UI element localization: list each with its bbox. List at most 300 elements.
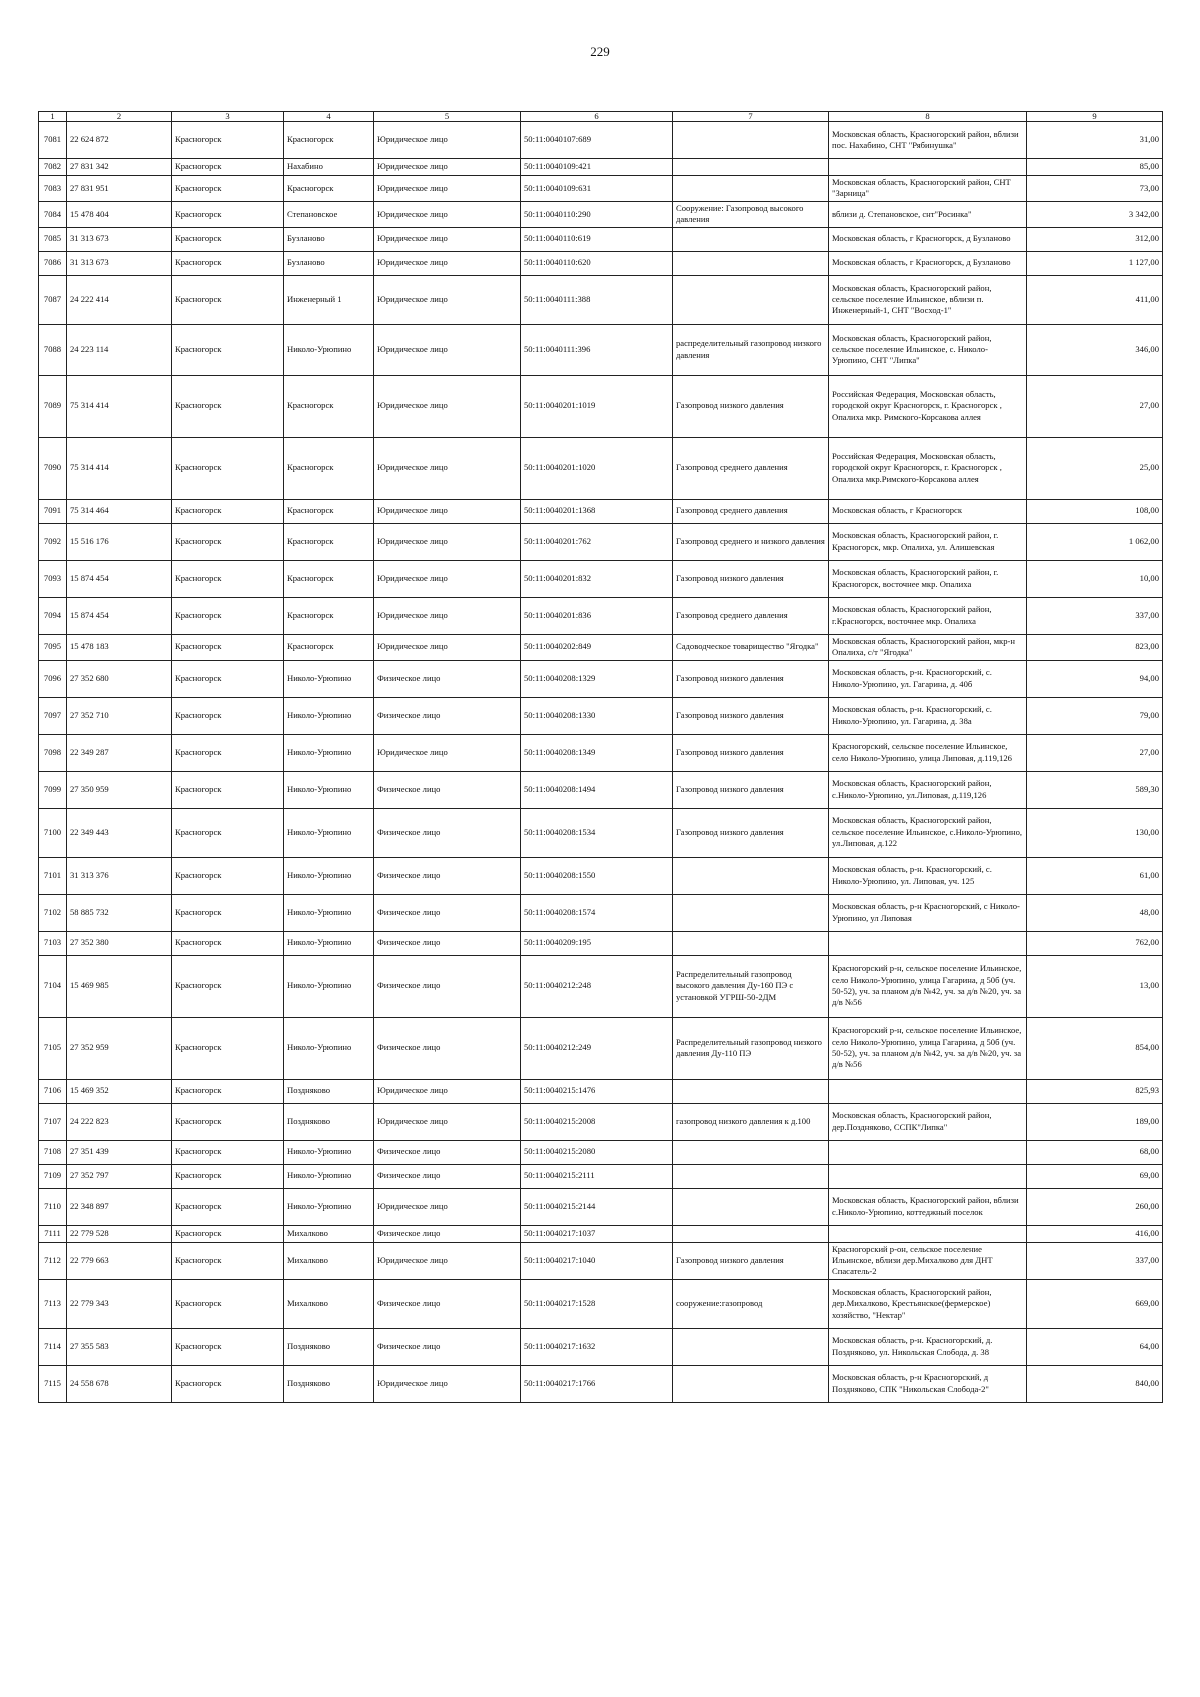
- cell-row-number: 7103: [39, 931, 67, 955]
- cell-code: 22 349 287: [67, 734, 172, 771]
- table-row: [39, 324, 1163, 375]
- table-row: [39, 122, 1163, 159]
- cell-row-number: 7101: [39, 857, 67, 894]
- cell-object-description: Газопровод низкого давления: [673, 808, 829, 857]
- cell-municipality: Красногорск: [172, 437, 284, 499]
- cell-settlement: Поздняково: [284, 1365, 374, 1402]
- cell-code: 24 222 823: [67, 1103, 172, 1140]
- cell-object-description: Газопровод низкого давления: [673, 560, 829, 597]
- cell-cadastral-number: 50:11:0040208:1550: [521, 857, 673, 894]
- cell-municipality: Красногорск: [172, 560, 284, 597]
- table-row: [39, 375, 1163, 437]
- cell-cadastral-number: 50:11:0040217:1040: [521, 1242, 673, 1279]
- cell-address: Московская область, р-н. Красногорский, д. Поздняково, ул. Никольская Слобода, д. 38: [829, 1328, 1027, 1365]
- cell-address: Московская область, Красногорский район, с.Николо-Урюпино, ул.Липовая, д.119,126: [829, 771, 1027, 808]
- cell-municipality: Красногорск: [172, 1242, 284, 1279]
- table-row: [39, 499, 1163, 523]
- cell-object-description: [673, 122, 829, 159]
- cell-code: 27 352 797: [67, 1164, 172, 1188]
- cell-value: 3 342,00: [1027, 201, 1163, 227]
- cell-code: 24 222 414: [67, 275, 172, 324]
- cell-owner-type: Физическое лицо: [374, 1140, 521, 1164]
- cell-cadastral-number: 50:11:0040208:1494: [521, 771, 673, 808]
- cell-settlement: Поздняково: [284, 1079, 374, 1103]
- cell-municipality: Красногорск: [172, 375, 284, 437]
- cell-settlement: Николо-Урюпино: [284, 931, 374, 955]
- cell-object-description: Газопровод низкого давления: [673, 375, 829, 437]
- cell-value: 27,00: [1027, 734, 1163, 771]
- cell-settlement: Бузланово: [284, 251, 374, 275]
- cell-settlement: Николо-Урюпино: [284, 894, 374, 931]
- cell-owner-type: Юридическое лицо: [374, 122, 521, 159]
- cell-address: Московская область, Красногорский район, дер.Михалково, Крестьянское(фермерское) хозяйство, "Нектар": [829, 1279, 1027, 1328]
- cell-row-number: 7092: [39, 523, 67, 560]
- cell-settlement: Николо-Урюпино: [284, 771, 374, 808]
- cell-municipality: Красногорск: [172, 159, 284, 176]
- cell-code: 15 516 176: [67, 523, 172, 560]
- cell-municipality: Красногорск: [172, 697, 284, 734]
- table-row: [39, 660, 1163, 697]
- cell-row-number: 7094: [39, 597, 67, 634]
- column-header: 3: [172, 112, 284, 122]
- cell-municipality: Красногорск: [172, 1140, 284, 1164]
- cell-row-number: 7104: [39, 955, 67, 1017]
- cell-municipality: Красногорск: [172, 597, 284, 634]
- cell-owner-type: Юридическое лицо: [374, 634, 521, 660]
- cell-settlement: Красногорск: [284, 634, 374, 660]
- cell-object-description: [673, 1164, 829, 1188]
- cell-cadastral-number: 50:11:0040110:290: [521, 201, 673, 227]
- cell-row-number: 7115: [39, 1365, 67, 1402]
- cell-owner-type: Юридическое лицо: [374, 1103, 521, 1140]
- table-row: [39, 275, 1163, 324]
- cell-code: 27 831 342: [67, 159, 172, 176]
- table-row: [39, 1079, 1163, 1103]
- cell-code: 27 352 710: [67, 697, 172, 734]
- column-header: 9: [1027, 112, 1163, 122]
- cell-settlement: Красногорск: [284, 499, 374, 523]
- cell-address: Российская Федерация, Московская область, городской округ Красногорск, г. Красногорск , Опалиха мкр.Римского-Корсакова аллея: [829, 437, 1027, 499]
- cell-municipality: Красногорск: [172, 808, 284, 857]
- cell-object-description: [673, 275, 829, 324]
- cell-value: 69,00: [1027, 1164, 1163, 1188]
- cell-code: 22 779 343: [67, 1279, 172, 1328]
- cell-settlement: Николо-Урюпино: [284, 1017, 374, 1079]
- cell-address: Московская область, г Красногорск, д Бузланово: [829, 251, 1027, 275]
- table-row: [39, 1365, 1163, 1402]
- cell-owner-type: Физическое лицо: [374, 894, 521, 931]
- cell-code: 22 624 872: [67, 122, 172, 159]
- cell-row-number: 7095: [39, 634, 67, 660]
- table-row: [39, 437, 1163, 499]
- cell-address: Красногорский р-н, сельское поселение Ильинское, село Николо-Урюпино, улица Гагарина, д 50б (уч. 50-52), уч. за планом д/в №42, уч. за д/в №20, уч. за д/в №56: [829, 1017, 1027, 1079]
- cell-cadastral-number: 50:11:0040217:1632: [521, 1328, 673, 1365]
- cell-owner-type: Физическое лицо: [374, 697, 521, 734]
- cell-address: Московская область, Красногорский район, сельское поселение Ильинское, с. Николо-Урюпино, СНТ "Липка": [829, 324, 1027, 375]
- cell-owner-type: Физическое лицо: [374, 931, 521, 955]
- cell-settlement: Нахабино: [284, 159, 374, 176]
- table-row: [39, 1328, 1163, 1365]
- cell-municipality: Красногорск: [172, 122, 284, 159]
- cell-owner-type: Юридическое лицо: [374, 375, 521, 437]
- cell-municipality: Красногорск: [172, 955, 284, 1017]
- cell-settlement: Бузланово: [284, 227, 374, 251]
- cell-settlement: Красногорск: [284, 597, 374, 634]
- cell-owner-type: Физическое лицо: [374, 1328, 521, 1365]
- cell-cadastral-number: 50:11:0040202:849: [521, 634, 673, 660]
- cell-value: 108,00: [1027, 499, 1163, 523]
- cell-row-number: 7106: [39, 1079, 67, 1103]
- cell-address: [829, 1225, 1027, 1242]
- cell-municipality: Красногорск: [172, 1188, 284, 1225]
- cell-value: 73,00: [1027, 176, 1163, 202]
- cell-settlement: Красногорск: [284, 437, 374, 499]
- cell-value: 854,00: [1027, 1017, 1163, 1079]
- cell-address: Московская область, Красногорский район, сельское поселение Ильинское, с.Николо-Урюпино, ул.Липовая, д.122: [829, 808, 1027, 857]
- cell-cadastral-number: 50:11:0040111:388: [521, 275, 673, 324]
- table-row: [39, 523, 1163, 560]
- cell-object-description: газопровод низкого давления к д.100: [673, 1103, 829, 1140]
- table-row: [39, 176, 1163, 202]
- table-row: [39, 808, 1163, 857]
- cell-value: 10,00: [1027, 560, 1163, 597]
- cell-municipality: Красногорск: [172, 857, 284, 894]
- cell-row-number: 7105: [39, 1017, 67, 1079]
- cell-code: 31 313 673: [67, 251, 172, 275]
- column-header: 2: [67, 112, 172, 122]
- cell-code: 31 313 376: [67, 857, 172, 894]
- cell-municipality: Красногорск: [172, 523, 284, 560]
- cell-value: 589,30: [1027, 771, 1163, 808]
- cell-address: [829, 1140, 1027, 1164]
- table-row: [39, 1188, 1163, 1225]
- cell-code: 75 314 414: [67, 437, 172, 499]
- cell-settlement: Степановское: [284, 201, 374, 227]
- cell-object-description: [673, 931, 829, 955]
- cell-value: 79,00: [1027, 697, 1163, 734]
- cell-cadastral-number: 50:11:0040107:689: [521, 122, 673, 159]
- cell-value: 416,00: [1027, 1225, 1163, 1242]
- cell-settlement: Николо-Урюпино: [284, 1188, 374, 1225]
- column-header: 6: [521, 112, 673, 122]
- cell-address: Красногорский р-он, сельское поселение Ильинское, вблизи дер.Михалково для ДНТ Спасатель-2: [829, 1242, 1027, 1279]
- table-row: [39, 1279, 1163, 1328]
- cell-cadastral-number: 50:11:0040215:2080: [521, 1140, 673, 1164]
- cell-cadastral-number: 50:11:0040217:1037: [521, 1225, 673, 1242]
- cell-address: Московская область, Красногорский район, сельское поселение Ильинское, вблизи п. Инженерный-1, СНТ "Восход-1": [829, 275, 1027, 324]
- cell-object-description: Газопровод среднего и низкого давления: [673, 523, 829, 560]
- cell-cadastral-number: 50:11:0040109:421: [521, 159, 673, 176]
- cell-code: 27 351 439: [67, 1140, 172, 1164]
- cell-code: 15 478 183: [67, 634, 172, 660]
- column-header: 4: [284, 112, 374, 122]
- cell-cadastral-number: 50:11:0040208:1329: [521, 660, 673, 697]
- column-header: 1: [39, 112, 67, 122]
- cell-address: вблизи д. Степановское, снт"Росинка": [829, 201, 1027, 227]
- cell-object-description: Газопровод низкого давления: [673, 660, 829, 697]
- cell-cadastral-number: 50:11:0040215:2008: [521, 1103, 673, 1140]
- table-row: [39, 955, 1163, 1017]
- cell-object-description: Распределительный газопровод низкого давления Ду-110 ПЭ: [673, 1017, 829, 1079]
- cell-row-number: 7100: [39, 808, 67, 857]
- cell-row-number: 7093: [39, 560, 67, 597]
- cell-object-description: Газопровод низкого давления: [673, 734, 829, 771]
- cell-value: 13,00: [1027, 955, 1163, 1017]
- cell-value: 260,00: [1027, 1188, 1163, 1225]
- cell-cadastral-number: 50:11:0040111:396: [521, 324, 673, 375]
- cell-cadastral-number: 50:11:0040201:762: [521, 523, 673, 560]
- cell-value: 85,00: [1027, 159, 1163, 176]
- cell-row-number: 7110: [39, 1188, 67, 1225]
- cell-value: 337,00: [1027, 597, 1163, 634]
- cell-row-number: 7111: [39, 1225, 67, 1242]
- cell-value: 68,00: [1027, 1140, 1163, 1164]
- cell-settlement: Инженерный 1: [284, 275, 374, 324]
- cell-row-number: 7112: [39, 1242, 67, 1279]
- cell-address: Московская область, Красногорский район, г. Красногорск, восточнее мкр. Опалиха: [829, 560, 1027, 597]
- cell-cadastral-number: 50:11:0040201:1368: [521, 499, 673, 523]
- cell-cadastral-number: 50:11:0040201:1020: [521, 437, 673, 499]
- table-row: [39, 1164, 1163, 1188]
- cell-municipality: Красногорск: [172, 1103, 284, 1140]
- cell-object-description: [673, 894, 829, 931]
- cell-code: 27 352 680: [67, 660, 172, 697]
- cell-owner-type: Физическое лицо: [374, 1017, 521, 1079]
- cell-cadastral-number: 50:11:0040215:2144: [521, 1188, 673, 1225]
- cell-settlement: Николо-Урюпино: [284, 1164, 374, 1188]
- cell-settlement: Михалково: [284, 1279, 374, 1328]
- cell-address: Московская область, Красногорский район, вблизи с.Николо-Урюпино, коттеджный поселок: [829, 1188, 1027, 1225]
- cell-cadastral-number: 50:11:0040110:619: [521, 227, 673, 251]
- cell-municipality: Красногорск: [172, 176, 284, 202]
- cell-municipality: Красногорск: [172, 1328, 284, 1365]
- table-row: [39, 597, 1163, 634]
- cell-code: 15 874 454: [67, 597, 172, 634]
- table-row: [39, 634, 1163, 660]
- cell-code: 27 352 380: [67, 931, 172, 955]
- cell-object-description: сооружение:газопровод: [673, 1279, 829, 1328]
- cell-municipality: Красногорск: [172, 1164, 284, 1188]
- cell-row-number: 7089: [39, 375, 67, 437]
- cell-municipality: Красногорск: [172, 251, 284, 275]
- cell-owner-type: Физическое лицо: [374, 771, 521, 808]
- cell-owner-type: Физическое лицо: [374, 808, 521, 857]
- cell-row-number: 7083: [39, 176, 67, 202]
- cell-owner-type: Юридическое лицо: [374, 159, 521, 176]
- cell-value: 31,00: [1027, 122, 1163, 159]
- cell-settlement: Красногорск: [284, 560, 374, 597]
- cell-value: 1 062,00: [1027, 523, 1163, 560]
- cell-owner-type: Юридическое лицо: [374, 499, 521, 523]
- cell-cadastral-number: 50:11:0040215:1476: [521, 1079, 673, 1103]
- cell-settlement: Николо-Урюпино: [284, 734, 374, 771]
- cell-municipality: Красногорск: [172, 1079, 284, 1103]
- cell-value: 94,00: [1027, 660, 1163, 697]
- cell-municipality: Красногорск: [172, 931, 284, 955]
- table-row: [39, 1017, 1163, 1079]
- cell-value: 411,00: [1027, 275, 1163, 324]
- table-row: [39, 560, 1163, 597]
- cell-owner-type: Юридическое лицо: [374, 1365, 521, 1402]
- cell-object-description: Садоводческое товарищество "Ягодка": [673, 634, 829, 660]
- cell-owner-type: Юридическое лицо: [374, 1242, 521, 1279]
- cell-value: 346,00: [1027, 324, 1163, 375]
- cell-row-number: 7084: [39, 201, 67, 227]
- cell-owner-type: Юридическое лицо: [374, 275, 521, 324]
- cell-code: 22 779 663: [67, 1242, 172, 1279]
- table-row: [39, 251, 1163, 275]
- table-row: [39, 1242, 1163, 1279]
- cell-cadastral-number: 50:11:0040201:832: [521, 560, 673, 597]
- cell-value: 823,00: [1027, 634, 1163, 660]
- table-row: [39, 697, 1163, 734]
- cell-cadastral-number: 50:11:0040217:1766: [521, 1365, 673, 1402]
- cell-address: [829, 1164, 1027, 1188]
- cell-owner-type: Физическое лицо: [374, 1225, 521, 1242]
- cell-object-description: [673, 1225, 829, 1242]
- cell-address: Московская область, Красногорский район, мкр-н Опалиха, с/т "Ягодка": [829, 634, 1027, 660]
- cell-owner-type: Юридическое лицо: [374, 251, 521, 275]
- cell-code: 15 478 404: [67, 201, 172, 227]
- cell-municipality: Красногорск: [172, 227, 284, 251]
- cell-row-number: 7107: [39, 1103, 67, 1140]
- table-row: [39, 201, 1163, 227]
- cell-row-number: 7102: [39, 894, 67, 931]
- cell-cadastral-number: 50:11:0040208:1574: [521, 894, 673, 931]
- table-row: [39, 857, 1163, 894]
- cell-owner-type: Юридическое лицо: [374, 324, 521, 375]
- cell-settlement: Николо-Урюпино: [284, 697, 374, 734]
- cell-municipality: Красногорск: [172, 1017, 284, 1079]
- cell-municipality: Красногорск: [172, 1279, 284, 1328]
- cell-code: 22 349 443: [67, 808, 172, 857]
- cell-municipality: Красногорск: [172, 275, 284, 324]
- cell-value: 25,00: [1027, 437, 1163, 499]
- cell-address: Московская область, р-н. Красногорский, с. Николо-Урюпино, ул. Гагарина, д. 40б: [829, 660, 1027, 697]
- table-row: [39, 159, 1163, 176]
- cell-municipality: Красногорск: [172, 1365, 284, 1402]
- cell-settlement: Красногорск: [284, 523, 374, 560]
- cell-value: 27,00: [1027, 375, 1163, 437]
- cell-object-description: Газопровод среднего давления: [673, 597, 829, 634]
- cell-row-number: 7087: [39, 275, 67, 324]
- cell-code: 15 469 985: [67, 955, 172, 1017]
- cell-settlement: Михалково: [284, 1242, 374, 1279]
- cell-row-number: 7090: [39, 437, 67, 499]
- cell-address: [829, 159, 1027, 176]
- cell-address: Российская Федерация, Московская область, городской округ Красногорск, г. Красногорск , Опалиха мкр. Римского-Корсакова аллея: [829, 375, 1027, 437]
- cell-object-description: Сооружение: Газопровод высокого давления: [673, 201, 829, 227]
- cell-owner-type: Физическое лицо: [374, 955, 521, 1017]
- cell-address: Московская область, г Красногорск, д Бузланово: [829, 227, 1027, 251]
- cell-code: 75 314 414: [67, 375, 172, 437]
- cell-settlement: Красногорск: [284, 375, 374, 437]
- cell-code: 31 313 673: [67, 227, 172, 251]
- cell-address: Московская область, Красногорский район, вблизи пос. Нахабино, СНТ "Рябинушка": [829, 122, 1027, 159]
- cell-settlement: Николо-Урюпино: [284, 955, 374, 1017]
- cell-address: [829, 931, 1027, 955]
- cell-owner-type: Юридическое лицо: [374, 523, 521, 560]
- cell-row-number: 7097: [39, 697, 67, 734]
- cell-owner-type: Юридическое лицо: [374, 201, 521, 227]
- cell-row-number: 7114: [39, 1328, 67, 1365]
- cell-code: 15 469 352: [67, 1079, 172, 1103]
- cell-owner-type: Физическое лицо: [374, 857, 521, 894]
- cell-object-description: Газопровод низкого давления: [673, 1242, 829, 1279]
- column-header: 7: [673, 112, 829, 122]
- cell-value: 840,00: [1027, 1365, 1163, 1402]
- cell-settlement: Поздняково: [284, 1103, 374, 1140]
- cell-settlement: Николо-Урюпино: [284, 857, 374, 894]
- cell-address: Московская область, р-н. Красногорский, с. Николо-Урюпино, ул. Гагарина, д. 38а: [829, 697, 1027, 734]
- cell-settlement: Николо-Урюпино: [284, 660, 374, 697]
- cell-cadastral-number: 50:11:0040201:836: [521, 597, 673, 634]
- cell-value: 1 127,00: [1027, 251, 1163, 275]
- cell-address: Московская область, Красногорский район, г. Красногорск, мкр. Опалиха, ул. Алишевская: [829, 523, 1027, 560]
- cell-settlement: Поздняково: [284, 1328, 374, 1365]
- cell-address: Московская область, р-н Красногорский, с Николо-Урюпино, ул Липовая: [829, 894, 1027, 931]
- cell-object-description: [673, 227, 829, 251]
- cell-address: Красногорский, сельское поселение Ильинское, село Николо-Урюпино, улица Липовая, д.119,126: [829, 734, 1027, 771]
- cell-object-description: Газопровод низкого давления: [673, 697, 829, 734]
- cell-object-description: [673, 251, 829, 275]
- cell-address: Московская область, г Красногорск: [829, 499, 1027, 523]
- cell-value: 189,00: [1027, 1103, 1163, 1140]
- cell-row-number: 7081: [39, 122, 67, 159]
- cell-object-description: [673, 1328, 829, 1365]
- cell-owner-type: Физическое лицо: [374, 1164, 521, 1188]
- cell-row-number: 7109: [39, 1164, 67, 1188]
- cell-cadastral-number: 50:11:0040208:1349: [521, 734, 673, 771]
- cell-object-description: распределительный газопровод низкого давления: [673, 324, 829, 375]
- cell-value: 669,00: [1027, 1279, 1163, 1328]
- cell-object-description: Газопровод низкого давления: [673, 771, 829, 808]
- cell-municipality: Красногорск: [172, 634, 284, 660]
- cell-municipality: Красногорск: [172, 771, 284, 808]
- cell-address: Московская область, р-н Красногорский, д Поздняково, СПК "Никольская Слобода-2": [829, 1365, 1027, 1402]
- cell-cadastral-number: 50:11:0040212:248: [521, 955, 673, 1017]
- cell-municipality: Красногорск: [172, 660, 284, 697]
- cell-settlement: Михалково: [284, 1225, 374, 1242]
- cell-municipality: Красногорск: [172, 499, 284, 523]
- cell-settlement: Красногорск: [284, 176, 374, 202]
- cell-code: 24 558 678: [67, 1365, 172, 1402]
- cell-code: 22 779 528: [67, 1225, 172, 1242]
- cell-object-description: [673, 857, 829, 894]
- cell-municipality: Красногорск: [172, 1225, 284, 1242]
- cell-settlement: Николо-Урюпино: [284, 1140, 374, 1164]
- cell-code: 15 874 454: [67, 560, 172, 597]
- cell-row-number: 7085: [39, 227, 67, 251]
- cell-row-number: 7108: [39, 1140, 67, 1164]
- cell-municipality: Красногорск: [172, 894, 284, 931]
- cell-cadastral-number: 50:11:0040217:1528: [521, 1279, 673, 1328]
- cell-cadastral-number: 50:11:0040208:1534: [521, 808, 673, 857]
- cell-municipality: Красногорск: [172, 201, 284, 227]
- cell-owner-type: Физическое лицо: [374, 1279, 521, 1328]
- cell-municipality: Красногорск: [172, 324, 284, 375]
- cell-value: 825,93: [1027, 1079, 1163, 1103]
- registry-table: [38, 111, 1163, 1403]
- cell-address: [829, 1079, 1027, 1103]
- cell-code: 75 314 464: [67, 499, 172, 523]
- cell-address: Московская область, Красногорский район, г.Красногорск, восточнее мкр. Опалиха: [829, 597, 1027, 634]
- cell-row-number: 7098: [39, 734, 67, 771]
- cell-row-number: 7086: [39, 251, 67, 275]
- table-row: [39, 227, 1163, 251]
- table-row: [39, 1225, 1163, 1242]
- cell-settlement: Николо-Урюпино: [284, 808, 374, 857]
